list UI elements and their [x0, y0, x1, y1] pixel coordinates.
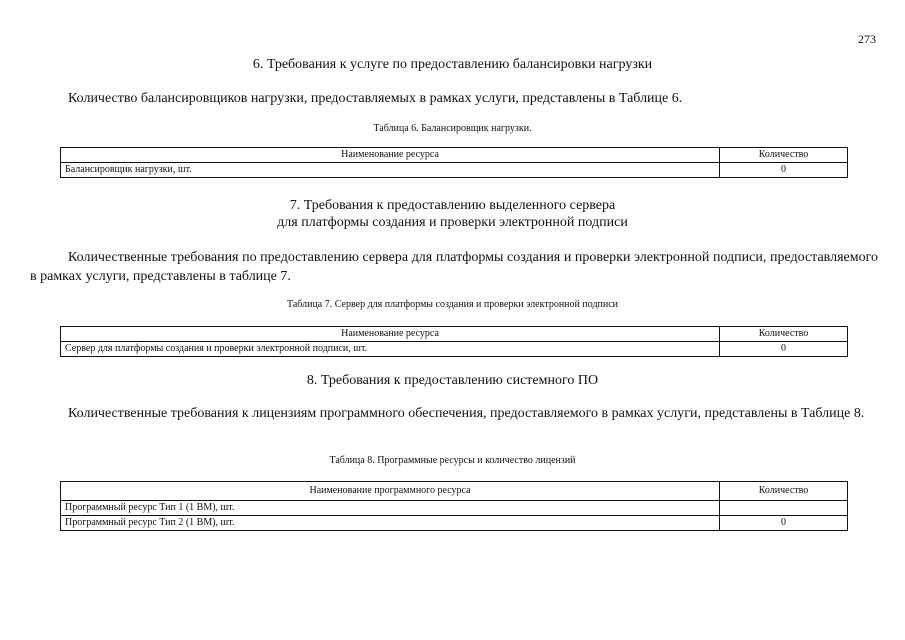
table-row: [61, 342, 848, 357]
quantity-cell: [720, 501, 848, 516]
section-6-paragraph: Количество балансировщиков нагрузки, предоставляемых в рамках услуги, представлены в Таблице 6.: [68, 91, 683, 106]
column-header-name: Наименование ресурса: [61, 327, 720, 342]
section-7-heading-line2: для платформы создания и проверки электронной подписи: [277, 215, 628, 230]
resource-name-cell: Балансировщик нагрузки, шт.: [61, 163, 720, 178]
column-header-quantity: Количество: [720, 148, 848, 163]
table-8: [60, 481, 848, 531]
resource-name-cell: Программный ресурс Тип 2 (1 ВМ), шт.: [61, 516, 720, 531]
quantity-cell: 0: [720, 342, 848, 357]
section-7-heading-line1: 7. Требования к предоставлению выделенного сервера: [289, 198, 616, 213]
table-header-row: [61, 482, 848, 501]
section-8-paragraph: Количественные требования к лицензиям программного обеспечения, предоставляемого в рамках услуги, представлены в Таблице 8.: [68, 406, 865, 421]
column-header-name: Наименование программного ресурса: [61, 482, 720, 501]
table-6: [60, 147, 848, 178]
table-header-row: [61, 148, 848, 163]
column-header-name: Наименование ресурса: [61, 148, 720, 163]
quantity-cell: 0: [720, 163, 848, 178]
table-7: [60, 326, 848, 357]
resource-name-cell: Сервер для платформы создания и проверки электронной подписи, шт.: [61, 342, 720, 357]
table-header-row: [61, 327, 848, 342]
section-8-heading: 8. Требования к предоставлению системного ПО: [306, 373, 599, 388]
table-row: [61, 516, 848, 531]
page-number: 273: [858, 32, 876, 46]
table-row: [61, 163, 848, 178]
column-header-quantity: Количество: [720, 327, 848, 342]
quantity-cell: 0: [720, 516, 848, 531]
table-7-caption: Таблица 7. Сервер для платформы создания и проверки электронной подписи: [286, 299, 619, 310]
table-8-caption: Таблица 8. Программные ресурсы и количество лицензий: [329, 455, 576, 466]
resource-name-cell: Программный ресурс Тип 1 (1 ВМ), шт.: [61, 501, 720, 516]
section-6-heading: 6. Требования к услуге по предоставлению балансировки нагрузки: [252, 57, 653, 72]
table-6-caption: Таблица 6. Балансировщик нагрузки.: [373, 123, 532, 134]
section-7-paragraph: Количественные требования по предоставлению сервера для платформы создания и проверки электронной подписи, предоставляемого в рамках услуги, представлены в таблице 7.: [30, 250, 878, 284]
column-header-quantity: Количество: [720, 482, 848, 501]
table-row: [61, 501, 848, 516]
